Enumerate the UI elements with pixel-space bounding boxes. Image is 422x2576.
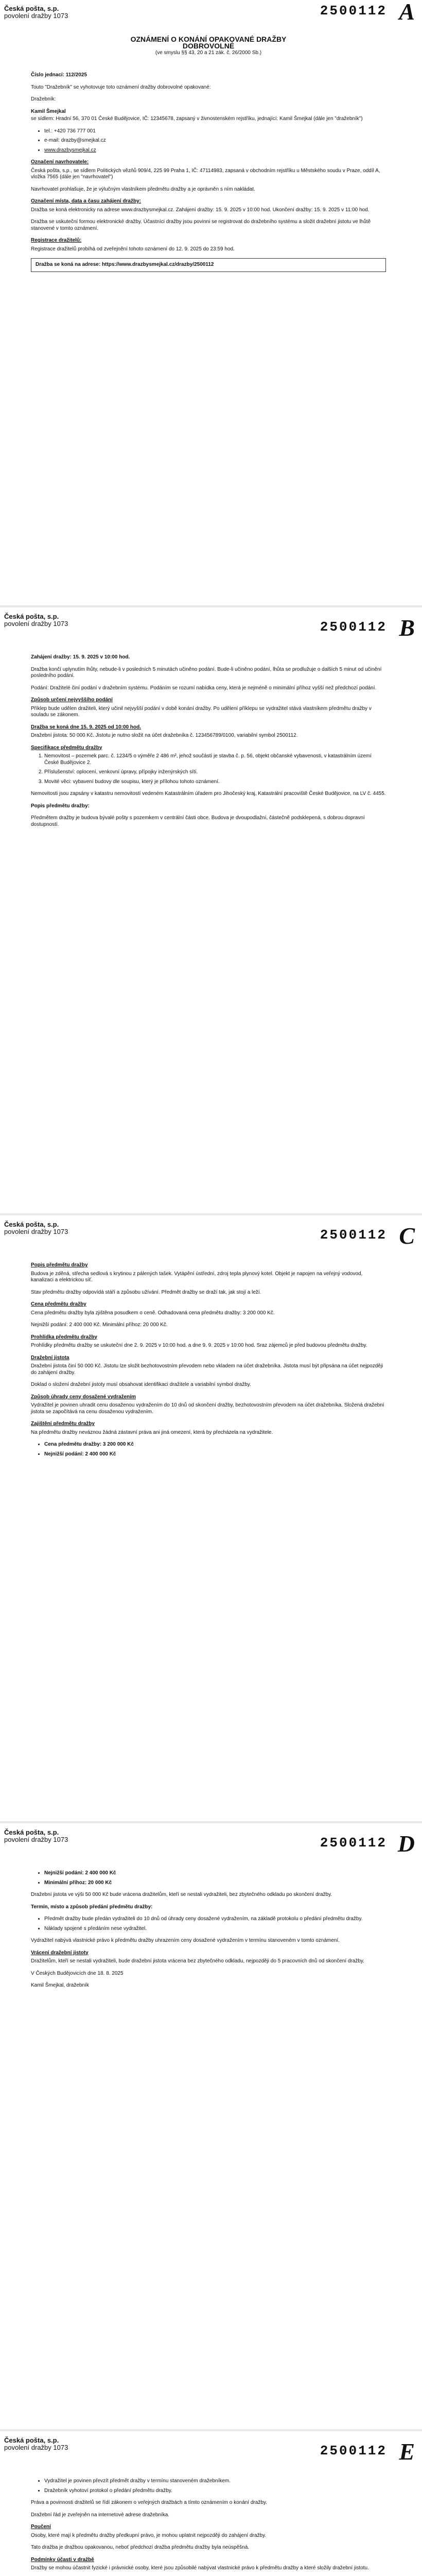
page-d [0,1824,422,2429]
subject-description-label: Popis předmětu dražby: [31,803,90,809]
contact-phone: • tel.: +420 736 777 001 [44,128,386,135]
payment-text: Vydražitel je povinen uhradit cenu dosaženou vydražením do 10 dnů od skončení dražby, bezhotovostním převodem na účet dražebníka. Složená dražební jistota se započítává na cenu dosaženou vydražením. [31,1402,384,1415]
description-heading: Popis předmětu dražby [31,1262,88,1268]
bid-summary-item: • Minimální příhoz: 20 000 Kč [44,1880,386,1887]
repeated-auction-text: Tato dražba je dražbou opakovanou, neboť předchozí dražba předmětu dražby byla neúspěšná. [31,2545,250,2550]
page-e-body [31,2478,386,2576]
subject-item: 1. Nemovitost – pozemek parc. č. 1234/5 o výměře 2 486 m², jehož součástí je stavba č. p. 56, objekt občanské vybavenosti, v katastrálním území České Budějovice 2. [44,753,386,766]
inspection-heading: Prohlídka předmětu dražby [31,1334,97,1340]
ownership-text: Vydražitel nabývá vlastnické právo k předmětu dražby uhrazením ceny dosažené vydražením v termínu stanoveném v tomto oznámení. [31,1938,340,1943]
participation-heading: Podmínky účasti v dražbě [31,2556,94,2563]
place-date: V Českých Budějovicích dne 18. 8. 2025 [31,1970,124,1976]
sender-name: Česká pošta, s.p. [4,613,59,620]
deposit-text: Dražební jistota činí 50 000 Kč. Jistotu lze složit bezhotovostním převodem nebo vkladem na účet dražebníka. Jistota musí být připsána na účet nejpozději do zahájení dražby. [31,1363,383,1376]
sender-block [4,2437,68,2451]
signature-line: Kamil Šmejkal, dražebník [31,1982,89,1988]
page-b-body [31,654,386,834]
place-text-2: Dražba se uskuteční formou elektronické dražby. Účastníci dražby jsou povinni se registrovat do dražebního systému a složit dražební jistotu ve lhůtě stanovené v tomto oznámení. [31,219,371,231]
intro-text: Touto "Dražebník" se vyhotovuje toto oznámení dražby dobrovolné opakované: [31,84,211,90]
handover-item: • Náklady spojené s předáním nese vydražitel. [44,1926,386,1933]
preemption-text: Osoby, které mají k předmětu dražby předkupní právo, je mohou uplatnit nejpozději do zahájení dražby. [31,2532,267,2538]
sender-sub: povolení dražby 1073 [4,2444,68,2451]
highest-bid-heading: Způsob určení nejvyššího podání [31,697,113,703]
description-text: Budova je zděná, střecha sedlová s krytinou z pálených tašek. Vytápění ústřední, zdroj tepla plynový kotel. Objekt je napojen na veřejný vodovod, kanalizaci a elektrickou síť. [31,1270,363,1283]
auctioneer-name: Kamil Šmejkal [31,108,66,114]
proposer-text-2: Navrhovatel prohlašuje, že je výlučným vlastníkem předmětu dražby a je oprávněn s ním nakládat. [31,186,255,192]
page-separator [0,1213,422,1215]
place-text: Dražba se koná elektronicky na adrese www.drazbysmejkal.cz. Zahájení dražby: 15. 9. 2025 v 10:00 hod. Ukončení dražby: 15. 9. 2025 v 11:00 hod. [31,207,370,213]
page-c-body [31,1262,386,1463]
sender-sub: povolení dražby 1073 [4,1228,68,1235]
sender-name: Česká pošta, s.p. [4,5,59,12]
sender-sub: povolení dražby 1073 [4,620,68,628]
subject-spec-heading: Specifikace předmětu dražby [31,744,102,751]
participation-text: Dražby se mohou účastnit fyzické i právnické osoby, které jsou způsobilé nabývat vlastnické právo k předmětu dražby a které složily dražební jistotu. [31,2565,369,2571]
bid-summary-item: • Nejnižší podání: 2 400 000 Kč [44,1870,386,1877]
price-summary-list [31,1442,386,1458]
registration-text: Registrace dražitelů probíhá od zveřejnění tohoto oznámení do 12. 9. 2025 do 23:59 hod. [31,246,235,252]
encumbrance-heading: Zajištění předmětu dražby [31,1421,95,1427]
auction-url-box[interactable]: Dražba se koná na adrese: https://www.drazbysmejkal.cz/drazby/2500112 [31,258,386,272]
notice-heading: Poučení [31,2524,51,2530]
registration-heading: Registrace dražitelů: [31,238,82,243]
sender-sub: povolení dražby 1073 [4,12,68,20]
deposit-proof-text: Doklad o složení dražební jistoty musí obsahovat identifikaci dražitele a variabilní symbol dražby. [31,1382,251,1387]
encumbrance-text: Na předmětu dražby neváznou žádná zástavní práva ani jiná omezení, která by přecházela na vydražitele. [31,1429,273,1435]
sender-name: Česká pošta, s.p. [4,1221,59,1228]
deposit-heading: Dražební jistota [31,1354,69,1361]
price-heading: Cena předmětu dražby [31,1301,86,1307]
auction-start: Zahájení dražby: 15. 9. 2025 v 10:00 hod. [31,654,130,660]
sender-name: Česká pošta, s.p. [4,2436,59,2444]
price-summary-item: • Cena předmětu dražby: 3 200 000 Kč [44,1442,386,1448]
title-law: (ve smyslu §§ 43, 20 a 21 zák. č. 26/2000 Sb.) [155,50,262,56]
page-letter: D [397,1831,415,1857]
handover-item: • Předmět dražby bude předán vydražiteli do 10 dnů od úhrady ceny dosažené vydražením, na základě protokolu o předání předmětu dražby. [44,1916,386,1923]
obligation-item: • Vydražitel je povinen převzít předmět dražby v termínu stanoveném dražebníkem. [44,2478,386,2485]
page-b [0,608,422,1213]
cadastre-text: Nemovitosti jsou zapsány v katastru nemovitostí vedeném Katastrálním úřadem pro Jihočeský kraj, Katastrální pracoviště České Budějovice, na LV č. 4455. [31,791,386,796]
contact-list [31,128,386,154]
contact-web-link[interactable]: • www.drazbysmejkal.cz [44,147,386,154]
handover-list [31,1916,386,1932]
page-d-body [31,1870,386,1995]
title-sub: DOBROVOLNÉ [182,41,235,50]
sender-block [4,1221,68,1235]
subject-item: 3. Movité věci: vybavení budovy dle soupisu, který je přílohou tohoto oznámení. [44,779,386,786]
inspection-text: Prohlídky předmětu dražby se uskuteční dne 2. 9. 2025 v 10:00 hod. a dne 9. 9. 2025 v 10:00 hod. Sraz zájemců je před budovou předmětu dražby. [31,1343,367,1348]
bid-summary-list [31,1870,386,1886]
obligations-list [31,2478,386,2494]
rights-text: Práva a povinnosti dražitelů se řídí zákonem o veřejných dražbách a tímto oznámením o konání dražby. [31,2500,267,2505]
page-letter: C [399,1223,415,1249]
page-e [0,2432,422,2576]
auction-end-rule: Dražba končí uplynutím lhůty, nebude-li v posledních 5 minutách učiněno podání. Bude-li učiněno podání, lhůta se prodlužuje o dalších 5 minut od učinění posledního podání. [31,666,382,679]
sender-block [4,1829,68,1843]
condition-text: Stav předmětu dražby odpovídá stáří a způsobu užívání. Předmět dražby se draží tak, jak stojí a leží. [31,1289,261,1295]
handover-label: Termín, místo a způsob předání předmětu dražby: [31,1904,153,1910]
deposit-text: Dražební jistota: 50 000 Kč. Jistotu je nutno složit na účet dražebníka č. 123456789/0100, variabilní symbol 2500112. [31,733,298,738]
document-number: 2500112 [320,619,387,635]
proposer-heading: Označení navrhovatele: [31,159,89,165]
subject-list [31,753,386,785]
sender-block [4,613,68,628]
page-c [0,1216,422,1821]
page-separator [0,1821,422,1823]
price-text: Cena předmětu dražby byla zjištěna posudkem o ceně. Odhadovaná cena předmětu dražby: 3 200 000 Kč. [31,1310,275,1316]
place-heading: Označení místa, data a času zahájení dražby: [31,198,141,204]
bids-text: Podání: Dražitelé činí podání v dražebním systému. Podáním se rozumí nabídka ceny, která je nejméně o minimální příhoz vyšší než předchozí podání. [31,685,377,691]
refund-heading: Vrácení dražební jistoty [31,1950,89,1956]
title-block [31,36,386,57]
payment-heading: Způsob úhrady ceny dosažené vydražením [31,1394,136,1400]
auction-date-heading: Dražba se koná dne 15. 9. 2025 od 10:00 hod. [31,724,141,730]
price-summary-item: • Nejnižší podání: 2 400 000 Kč [44,1451,386,1458]
case-number: Číslo jednací: 112/2025 [31,72,87,78]
refund-text: Dražitelům, kteří se nestali vydražiteli, bude dražební jistota vrácena bez zbytečného odkladu, nejpozději do 5 pracovních dnů od skončení dražby. [31,1958,364,1964]
highest-bid-text: Příklep bude udělen dražiteli, který učinil nejvyšší podání v době konání dražby. Po udělení příklepu se vydražitel stává vlastníkem předmětu dražby v souladu se zákonem. [31,705,372,718]
min-bid-text: Nejnižší podání: 2 400 000 Kč. Minimální příhoz: 20 000 Kč. [31,1322,168,1328]
page-letter: B [399,615,415,641]
document-number: 2500112 [320,1835,387,1851]
rules-text: Dražební řád je zveřejněn na internetové adrese dražebníka. [31,2512,170,2518]
page-separator [0,2429,422,2431]
proposer-text: Česká pošta, s.p., se sídlem Politických vězňů 909/4, 225 99 Praha 1, IČ: 47114983, zapsaná v obchodním rejstříku u Městského soudu v Praze, oddíl A, vložka 7565 (dále jen "navrhovatel") [31,167,380,180]
document-number: 2500112 [320,3,387,19]
sender-name: Česká pošta, s.p. [4,1828,59,1836]
deposit-return-text: Dražební jistota ve výši 50 000 Kč bude vrácena dražitelům, kteří se nestali vydražiteli, bez zbytečného odkladu po skončení dražby. [31,1892,332,1897]
subject-description: Předmětem dražby je budova bývalé pošty s pozemkem v centrální části obce. Budova je dvoupodlažní, částečně podsklepená, s dobrou dopravní dostupností. [31,815,365,827]
subject-item: 2. Příslušenství: oplocení, venkovní úpravy, přípojky inženýrských sítí. [44,769,386,776]
document-number: 2500112 [320,2443,387,2459]
document-number: 2500112 [320,1227,387,1243]
sender-block [4,5,68,20]
title: OZNÁMENÍ O KONÁNÍ OPAKOVANÉ DRAŽBY [130,35,287,43]
obligation-item: • Dražebník vyhotoví protokol o předání předmětu dražby. [44,2488,386,2495]
page-separator [0,605,422,607]
page-letter: A [399,0,415,25]
sender-sub: povolení dražby 1073 [4,1836,68,1843]
page-a [0,0,422,605]
auctioneer-label: Dražebník: [31,96,56,102]
auctioneer-address: se sídlem: Hradní 56, 370 01 České Budějovice, IČ: 12345678, zapsaný v živnostenském rejstříku, jednající: Kamil Šmejkal (dále jen "dražebník") [31,116,363,122]
page-letter: E [399,2438,415,2465]
page-a-body [31,72,386,278]
contact-email: • e-mail: drazby@smejkal.cz [44,138,386,144]
